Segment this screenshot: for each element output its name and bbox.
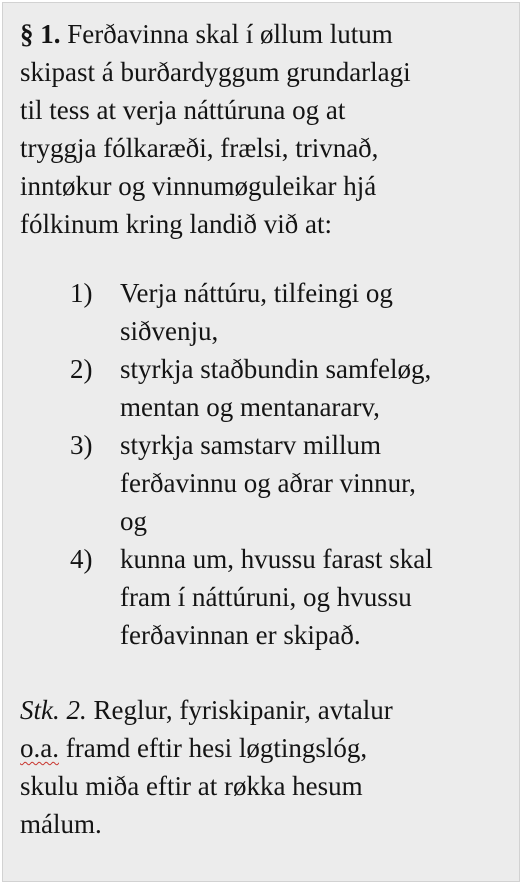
list-item-line: ferðavinnu og aðrar vinnur,: [120, 468, 416, 498]
list-item-line: styrkja samstarv millum: [120, 430, 381, 460]
paragraph-2: [20, 691, 510, 843]
list-item-line: siðvenju,: [120, 316, 219, 346]
stk-label: Stk. 2.: [20, 695, 87, 725]
paragraph-2-line-1-text: Reglur, fyriskipanir, avtalur: [86, 695, 393, 725]
paragraph-2-line-1: [20, 691, 510, 729]
paragraph-1-line-5: inntøkur og vinnumøguleikar hjá: [20, 171, 377, 201]
list-item-1: [70, 274, 510, 350]
paragraph-2-line-2-text: framd eftir hesi løgtingslóg,: [58, 733, 368, 763]
list-item-3: [70, 426, 510, 540]
list-item-2: [70, 350, 510, 426]
list-number: 2): [70, 354, 93, 384]
list-item-line: kunna um, hvussu farast skal: [120, 544, 433, 574]
paragraph-1-line-4: tryggja fólkaræði, frælsi, trivnað,: [20, 133, 379, 163]
paragraph-1-line-1: [20, 15, 510, 53]
numbered-list: [70, 274, 510, 654]
paragraph-2-line-4: málum.: [20, 809, 102, 839]
list-item-line: styrkja staðbundin samfeløg,: [120, 354, 432, 384]
paragraph-2-line-2: [20, 729, 510, 767]
paragraph-1-line-3: til tess at verja náttúruna og at: [20, 95, 346, 125]
list-item-line: fram í náttúruni, og hvussu: [120, 582, 412, 612]
paragraph-1-line-6: fólkinum kring landið við at:: [20, 209, 332, 239]
list-item-line: Verja náttúru, tilfeingi og: [120, 278, 393, 308]
list-number: 1): [70, 278, 93, 308]
paragraph-1-line-2: skipast á burðardyggum grundarlagi: [20, 57, 411, 87]
list-item-line: ferðavinnan er skipað.: [120, 620, 361, 650]
section-mark: § 1.: [20, 19, 61, 49]
list-number: 3): [70, 430, 93, 460]
document-page: [2, 2, 520, 882]
paragraph-1-line-1-text: Ferðavinna skal í øllum lutum: [60, 19, 393, 49]
paragraph-1: [20, 15, 510, 243]
spellcheck-abbreviation[interactable]: o.a.: [20, 733, 59, 763]
list-number: 4): [70, 544, 93, 574]
list-item-4: [70, 540, 510, 654]
list-item-line: mentan og mentanararv,: [120, 392, 380, 422]
paragraph-2-line-3: skulu miða eftir at røkka hesum: [20, 771, 363, 801]
list-item-line: og: [120, 506, 147, 536]
